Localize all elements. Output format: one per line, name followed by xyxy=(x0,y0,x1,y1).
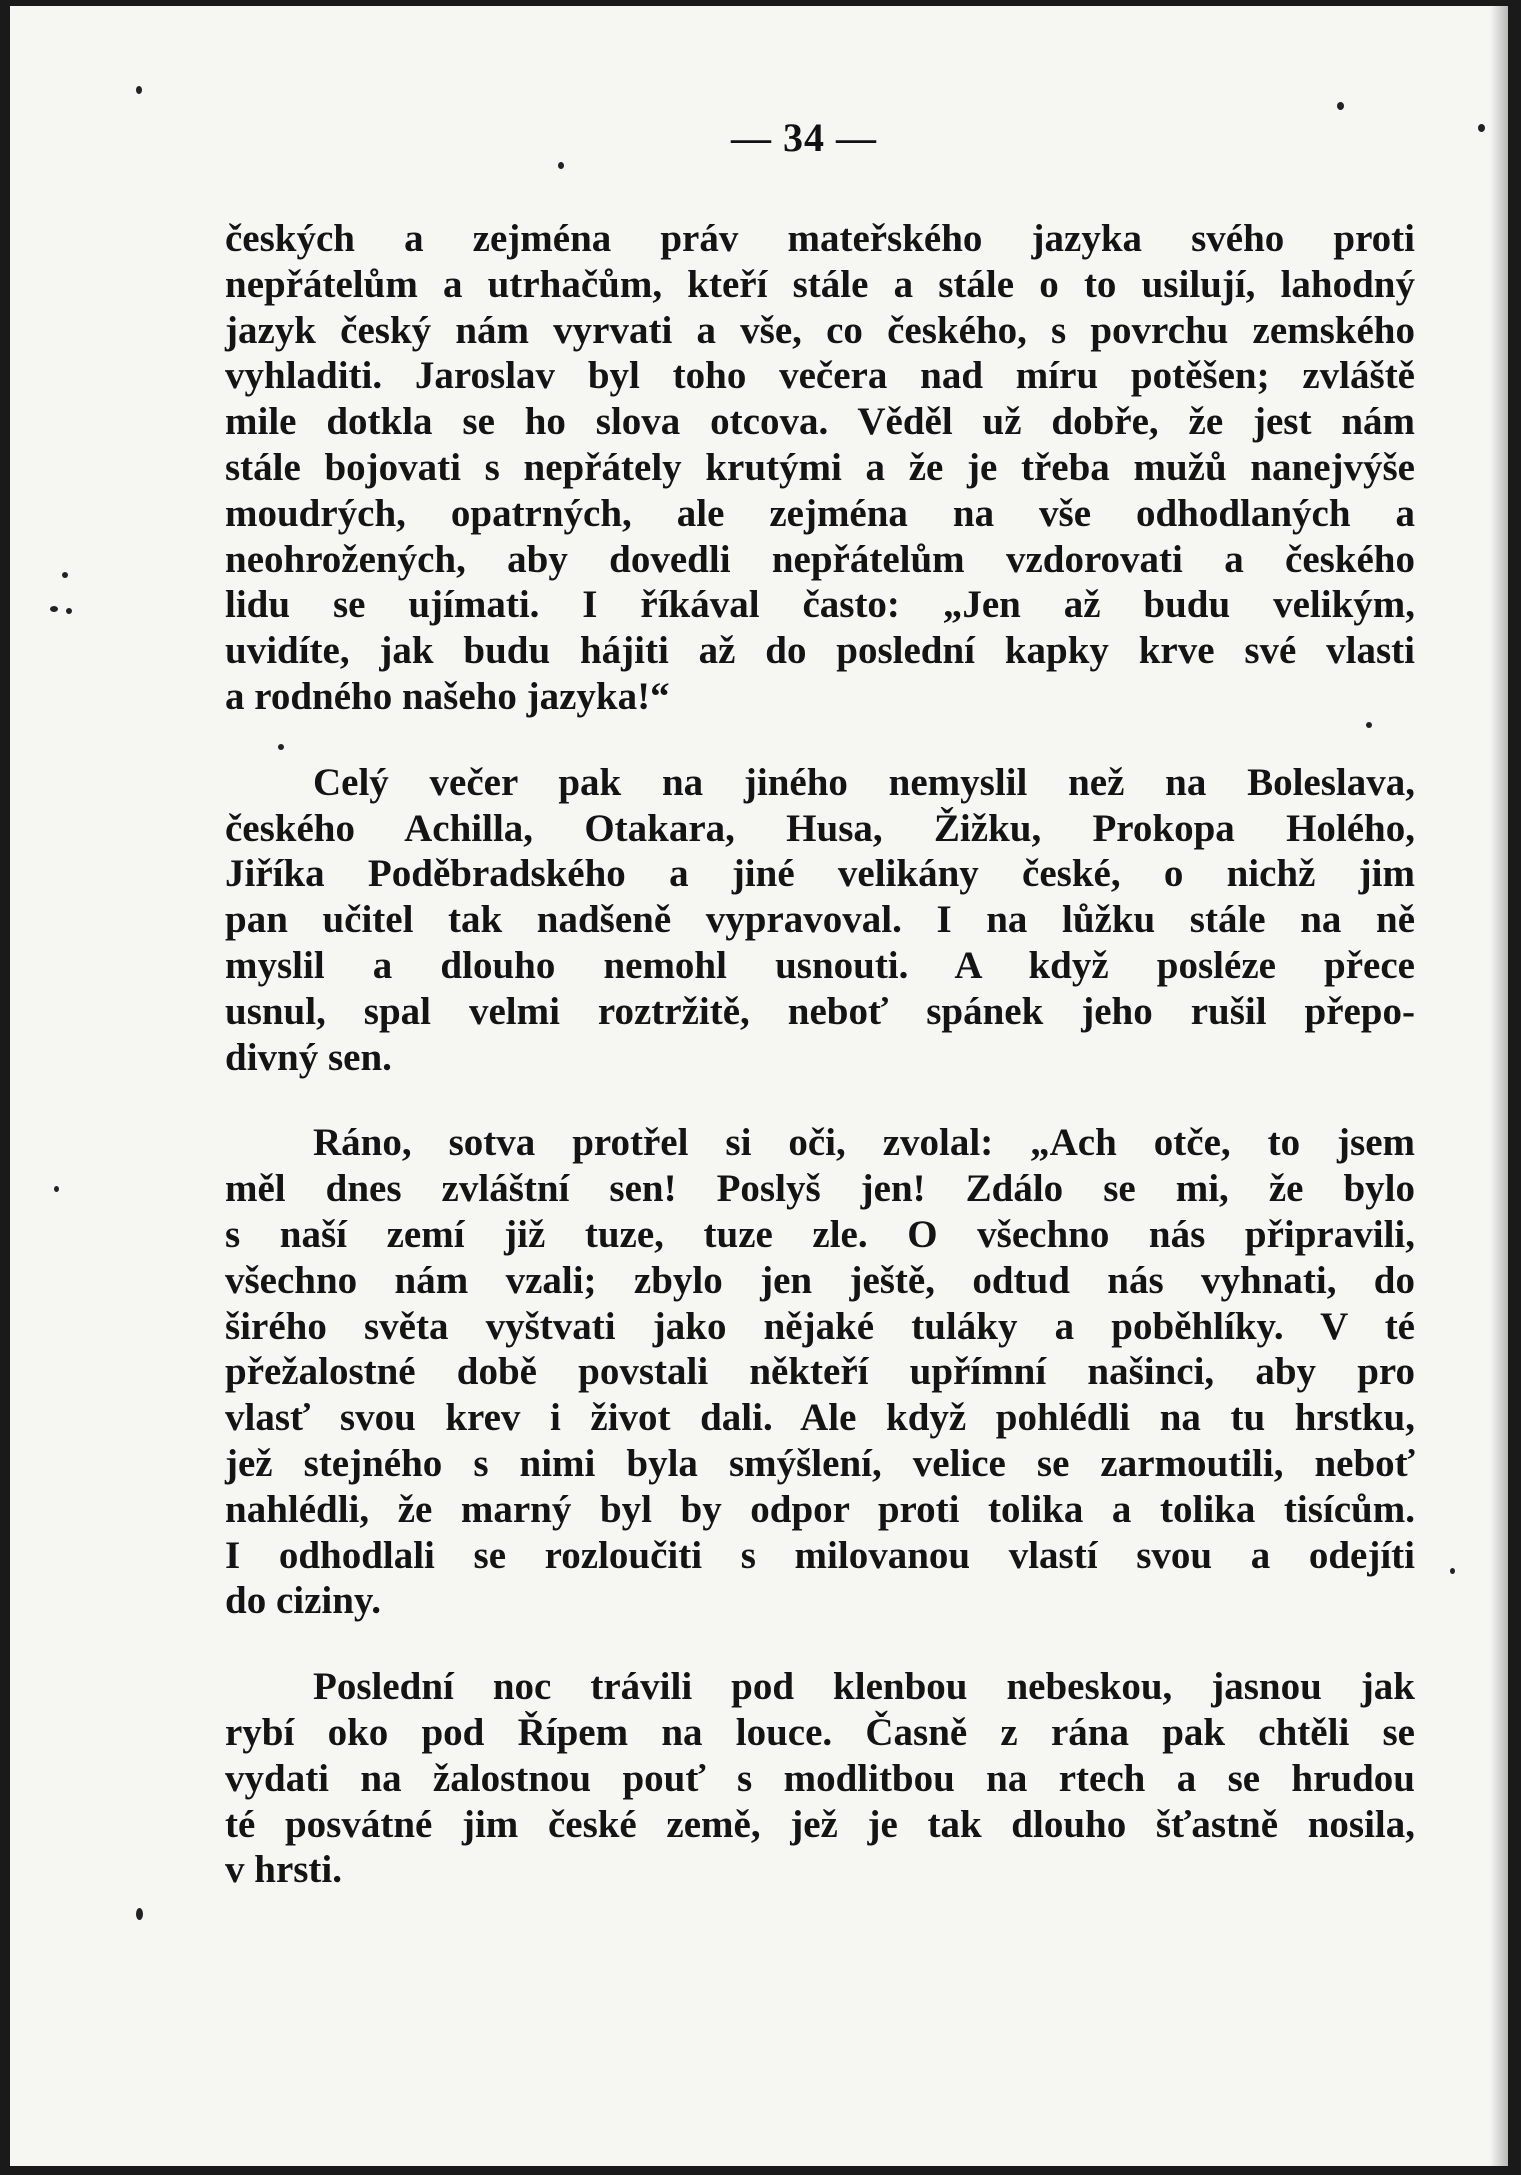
page-edge-shadow xyxy=(1490,6,1508,2166)
text-line: českých a zejména práv mateřského jazyka svého proti xyxy=(225,217,1415,260)
text-line: vydati na žalostnou pouť s modlitbou na rtech a se hrudou xyxy=(225,1756,1415,1800)
text-line: Poslední noc trávili pod klenbou nebeskou, jasnou jak xyxy=(313,1665,1415,1709)
scan-speck xyxy=(558,162,564,169)
text-line: nahlédli, že marný byl by odpor proti tolika a tolika tisícům. xyxy=(225,1487,1415,1531)
scan-speck xyxy=(66,608,72,614)
text-line: usnul, spal velmi roztržitě, neboť spánek jeho rušil přepo- xyxy=(225,989,1415,1033)
text-line: rybí oko pod Řípem na louce. Časně z rána pak chtěli se xyxy=(225,1710,1415,1754)
page-number: — 34 — xyxy=(731,115,877,160)
scan-speck xyxy=(62,572,68,578)
book-page xyxy=(10,6,1508,2166)
paragraph-1 xyxy=(225,216,1415,720)
text-line: měl dnes zvláštní sen! Poslyš jen! Zdálo se mi, že bylo xyxy=(225,1167,1415,1211)
text-line: přežalostné době povstali někteří upřímní našinci, aby pro xyxy=(225,1350,1415,1394)
text-line: širého světa vyštvati jako nějaké tuláky a poběhlíky. V té xyxy=(225,1304,1415,1348)
text-line: do ciziny. xyxy=(225,1579,382,1623)
scan-speck xyxy=(278,744,284,750)
text-line: českého Achilla, Otakara, Husa, Žižku, Prokopa Holého, xyxy=(225,806,1415,850)
scan-speck xyxy=(1337,102,1344,110)
text-line: jazyk český nám vyrvati a vše, co českého, s povrchu zemského xyxy=(225,308,1415,352)
text-line: Celý večer pak na jiného nemyslil než na Boleslava, xyxy=(313,760,1415,804)
scan-speck xyxy=(54,1186,59,1192)
text-line: v hrsti. xyxy=(225,1848,342,1892)
text-line: pan učitel tak nadšeně vypravoval. I na lůžku stále na ně xyxy=(225,898,1415,942)
text-line: divný sen. xyxy=(225,1035,392,1079)
scan-speck xyxy=(1478,124,1485,132)
text-line: vlasť svou krev i život dali. Ale když pohlédli na tu hrstku, xyxy=(225,1396,1415,1440)
text-line: nepřátelům a utrhačům, kteří stále a stále o to usilují, lahodný xyxy=(225,262,1415,306)
text-line: myslil a dlouho nemohl usnouti. A když posléze přece xyxy=(225,943,1415,987)
scan-speck xyxy=(50,606,58,612)
text-line: moudrých, opatrných, ale zejména na vše odhodlaných a xyxy=(225,491,1415,535)
text-line: neohrožených, aby dovedli nepřátelům vzdorovati a českého xyxy=(225,537,1415,581)
text-line: I odhodlali se rozloučiti s milovanou vlastí svou a odejíti xyxy=(225,1533,1415,1577)
text-line: s naší zemí již tuze, tuze zle. O všechno nás připravili, xyxy=(225,1212,1415,1256)
text-line: Jiříka Poděbradského a jiné velikány české, o nichž jim xyxy=(225,852,1415,896)
scan-speck xyxy=(1450,1568,1455,1574)
paragraph-3 xyxy=(225,1120,1415,1624)
text-line: stále bojovati s nepřátely krutými a že je třeba mužů nanejvýše xyxy=(225,445,1415,489)
scan-speck xyxy=(136,1908,143,1920)
text-line: mile dotkla se ho slova otcova. Věděl už dobře, že jest nám xyxy=(225,400,1415,444)
text-line: lidu se ujímati. I říkával často: „Jen až budu velikým, xyxy=(225,583,1415,627)
text-line: té posvátné jim české země, jež je tak dlouho šťastně nosila, xyxy=(225,1802,1415,1846)
text-line: vyhladiti. Jaroslav byl toho večera nad míru potěšen; zvláště xyxy=(225,354,1415,398)
text-line: jež stejného s nimi byla smýšlení, velice se zarmoutili, neboť xyxy=(225,1441,1415,1485)
paragraph-4 xyxy=(225,1664,1415,1893)
text-line: všechno nám vzali; zbylo jen ještě, odtud nás vyhnati, do xyxy=(225,1258,1415,1302)
text-line: Ráno, sotva protřel si oči, zvolal: „Ach otče, to jsem xyxy=(313,1121,1415,1165)
paragraph-2 xyxy=(225,760,1415,1081)
text-line: a rodného našeho jazyka!“ xyxy=(225,674,670,718)
text-line: uvidíte, jak budu hájiti až do poslední kapky krve své vlasti xyxy=(225,629,1415,673)
scan-speck xyxy=(1366,722,1372,728)
page-body xyxy=(225,216,1415,1933)
scan-speck xyxy=(136,86,142,94)
